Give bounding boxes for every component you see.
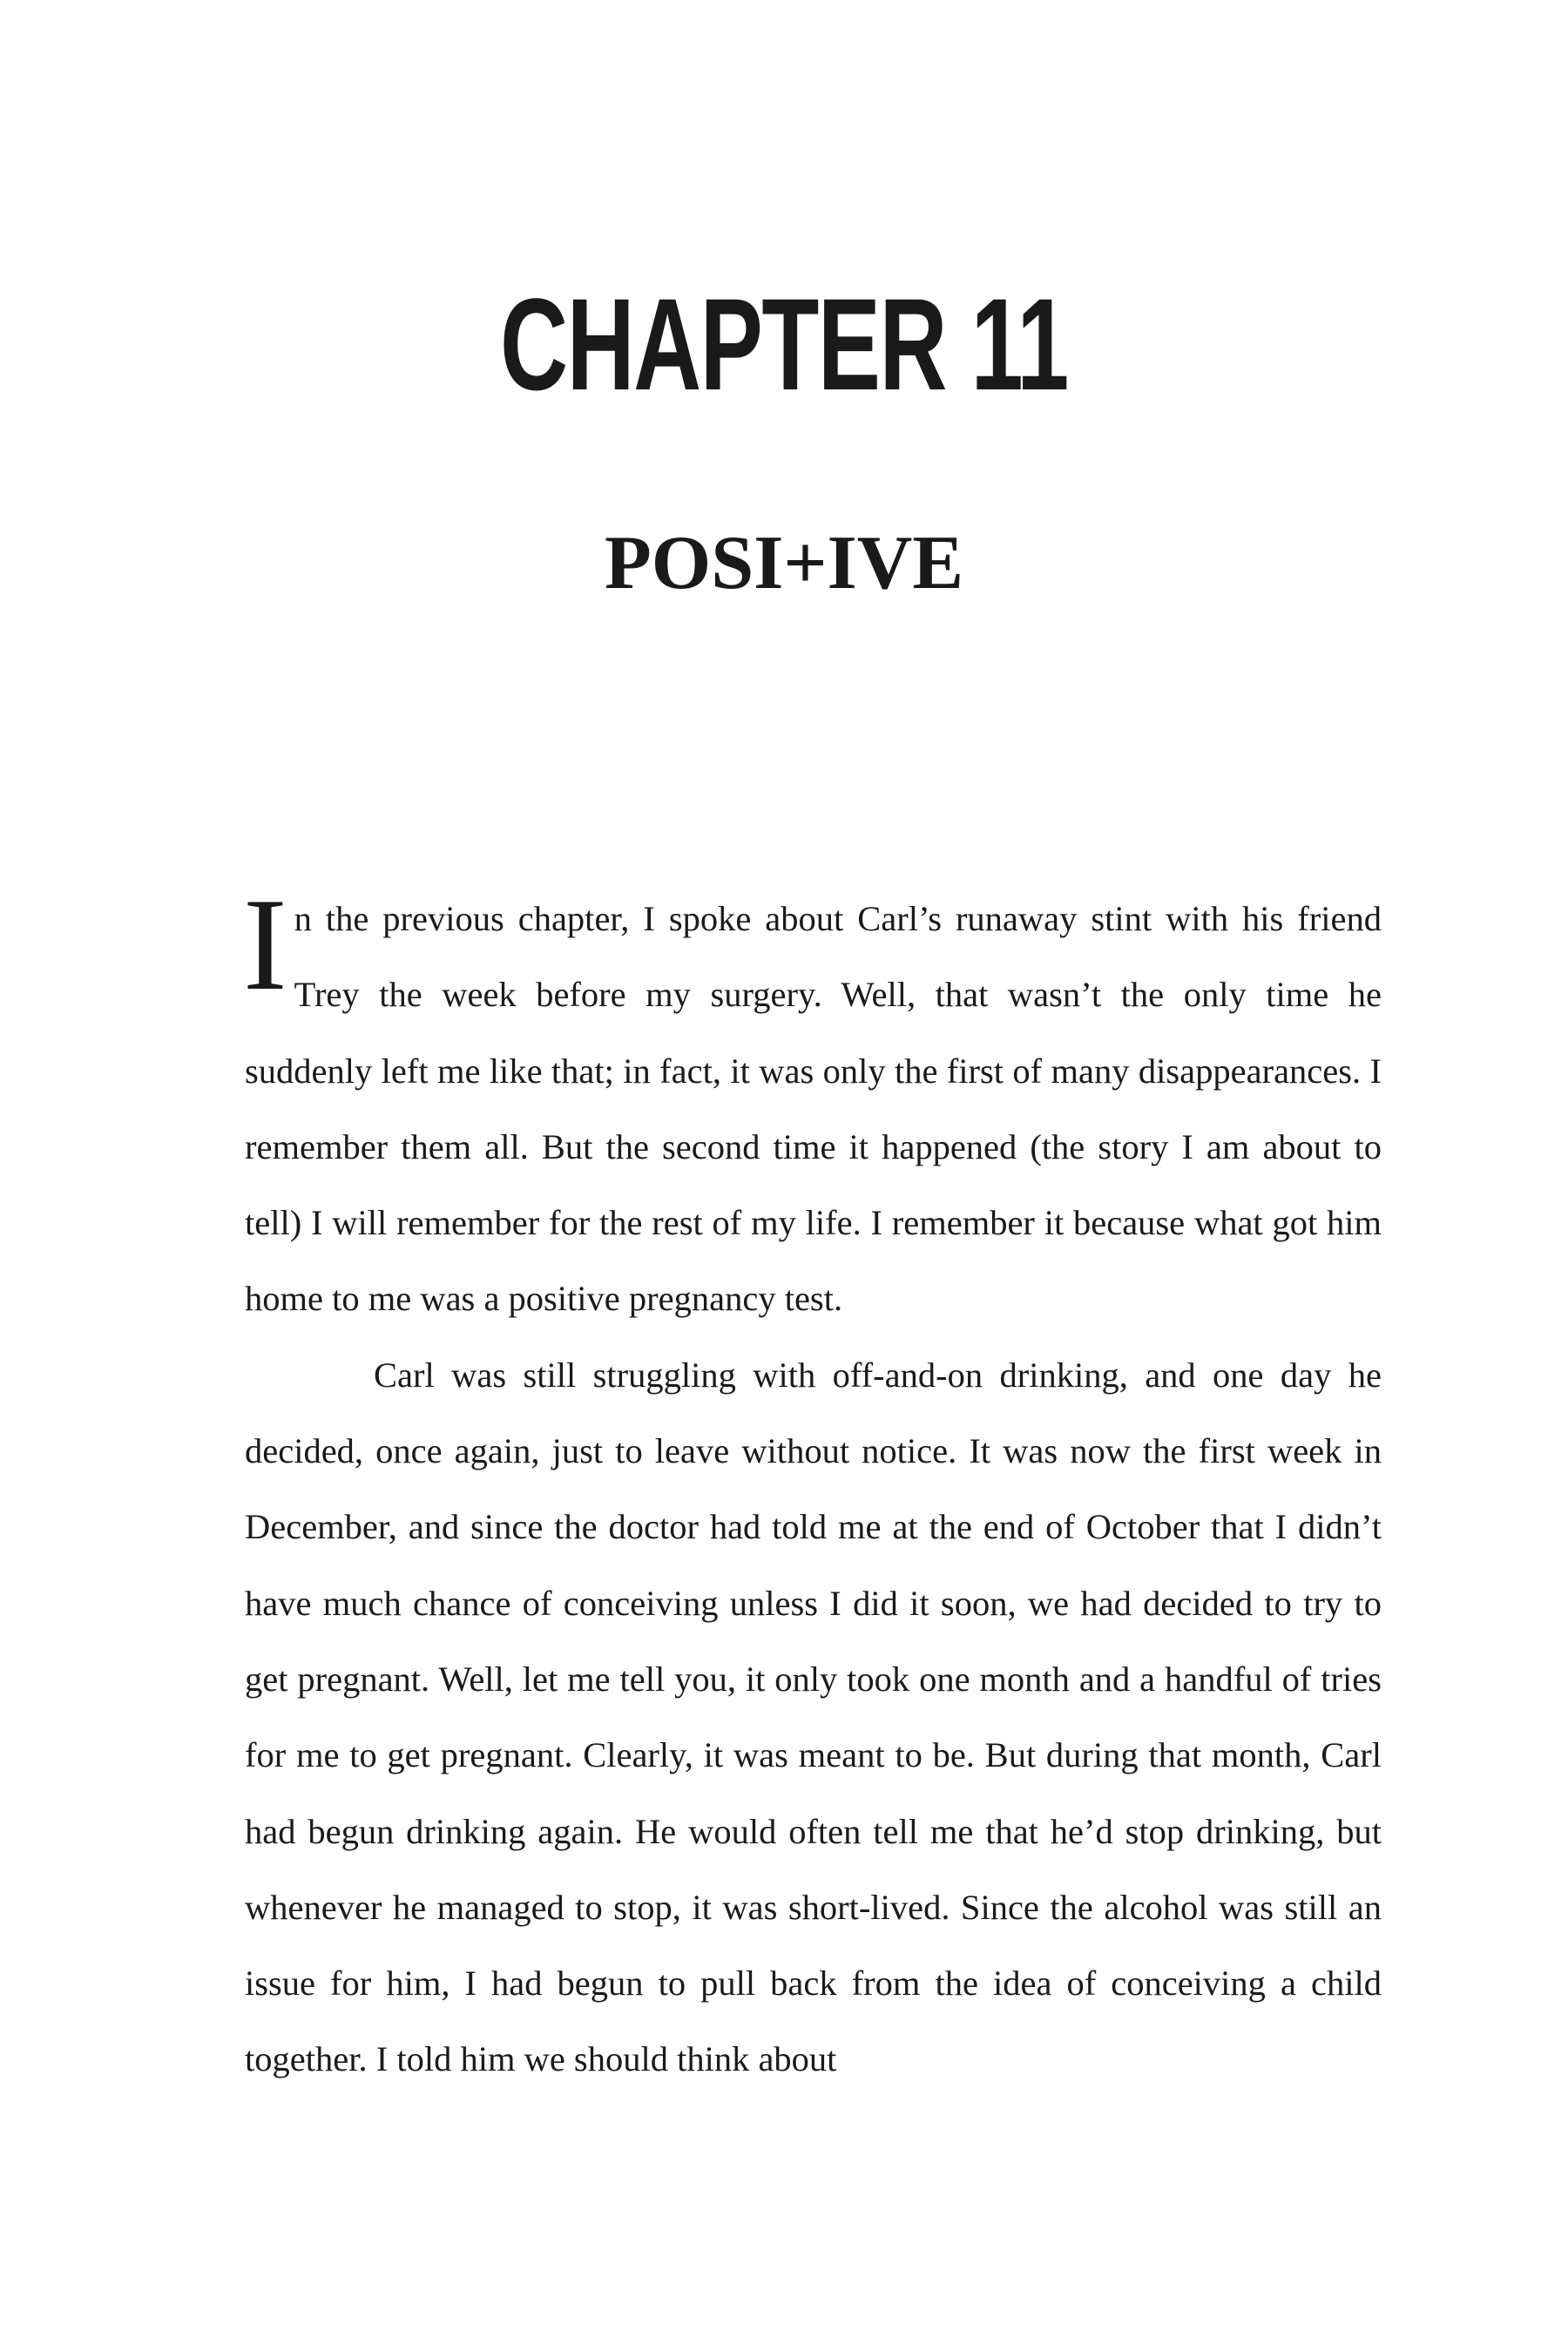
paragraph-1-text: n the previous chapter, I spoke about Carl’s runaway stint with his friend Trey the week before my surgery. Well, that wasn’t the only time he suddenly left me like that; in fact, it was only the first of many disappearances. I remember them all. But the second time it happened (the story I am about to tell) I will remember for the rest of my life. I remember it because what got him home to me was a positive pregnancy test.	[245, 899, 1382, 1319]
chapter-number-heading: CHAPTER 11	[500, 271, 1068, 417]
paragraph-1	[243, 871, 1382, 1337]
drop-cap: I	[243, 871, 287, 1017]
paragraph-2: Carl was still struggling with off-and-on drinking, and one day he decided, once again, just to leave without notice. It was now the first week in December, and since the doctor had told me at the end of October that I didn’t have much chance of conceiving unless I did it soon, we had decided to try to get pregnant. Well, let me tell you, it only took one month and a handful of tries for me to get pregnant. Clearly, it was meant to be. But during that month, Carl had begun drinking again. He would often tell me that he’d stop drinking, but whenever he managed to stop, it was short-lived. Since the alcohol was still an issue for him, I had begun to pull back from the idea of conceiving a child together. I told him we should think about	[245, 1355, 1382, 2079]
chapter-title: POSI+IVE	[604, 521, 964, 605]
chapter-body	[243, 871, 1382, 2098]
